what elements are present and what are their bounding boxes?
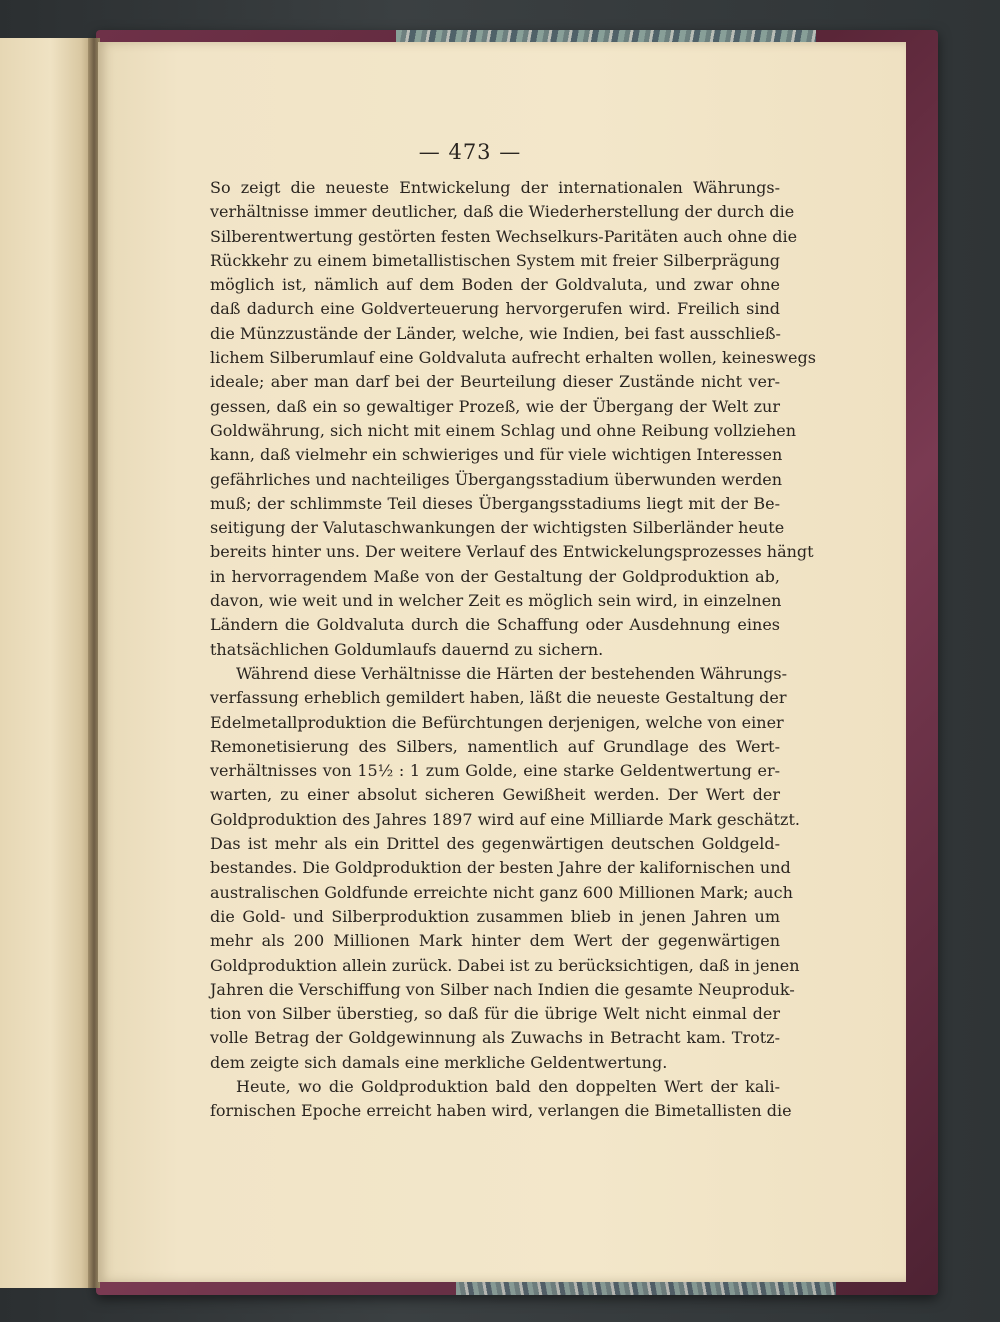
text-line: muß; der schlimmste Teil dieses Übergangsstadiums liegt mit der Be- <box>210 493 780 513</box>
text-line: volle Betrag der Goldgewinnung als Zuwachs in Betracht kam. Trotz- <box>210 1028 780 1048</box>
text-line: Rückkehr zu einem bimetallistischen System mit freier Silberprägung <box>210 250 780 270</box>
text-line: Edelmetallproduktion die Befürchtungen derjenigen, welche von einer <box>210 712 784 732</box>
text-line: Heute, wo die Goldproduktion bald den doppelten Wert der kali- <box>236 1076 780 1096</box>
text-line: gefährliches und nachteiliges Übergangsstadium überwunden werden <box>210 469 783 489</box>
text-line: verfassung erheblich gemildert haben, läßt die neueste Gestaltung der <box>210 688 787 708</box>
text-line: in hervorragendem Maße von der Gestaltung der Goldproduktion ab, <box>210 566 780 586</box>
text-line: warten, zu einer absolut sicheren Gewißheit werden. Der Wert der <box>210 785 780 805</box>
cover-marbling-bottom <box>456 1281 836 1295</box>
page-body <box>210 176 816 1124</box>
paragraph <box>210 662 800 1075</box>
text-line: mehr als 200 Millionen Mark hinter dem Wert der gegenwärtigen <box>210 931 780 951</box>
text-line: Silberentwertung gestörten festen Wechselkurs-Paritäten auch ohne die <box>210 226 798 246</box>
text-line: kann, daß vielmehr ein schwieriges und für viele wichtigen Interessen <box>210 445 783 465</box>
text-line: davon, wie weit und in welcher Zeit es möglich sein wird, in einzelnen <box>210 591 782 611</box>
text-line: lichem Silberumlauf eine Goldvaluta aufrecht erhalten wollen, keineswegs <box>210 348 816 368</box>
text-line: Das ist mehr als ein Drittel des gegenwärtigen deutschen Goldgeld- <box>210 834 780 854</box>
text-line: ideale; aber man darf bei der Beurteilung dieser Zustände nicht ver- <box>210 372 780 392</box>
page-number: — 473 — <box>418 140 522 164</box>
text-line: verhältnisses von 15½ : 1 zum Golde, eine starke Geldentwertung er- <box>210 761 780 781</box>
text-line: fornischen Epoche erreicht haben wird, verlangen die Bimetallisten die <box>210 1101 792 1121</box>
text-line: Remonetisierung des Silbers, namentlich auf Grundlage des Wert- <box>210 736 780 756</box>
text-line: Ländern die Goldvaluta durch die Schaffung oder Ausdehnung eines <box>210 615 780 635</box>
text-line: Goldproduktion des Jahres 1897 wird auf eine Milliarde Mark geschätzt. <box>210 809 800 829</box>
text-line: Jahren die Verschiffung von Silber nach Indien die gesamte Neuproduk- <box>210 979 795 999</box>
text-line: verhältnisse immer deutlicher, daß die Wiederherstellung der durch die <box>210 202 795 222</box>
text-line: thatsächlichen Goldumlaufs dauernd zu sichern. <box>210 639 604 659</box>
text-line: die Münzzustände der Länder, welche, wie Indien, bei fast ausschließ- <box>210 323 781 343</box>
left-page <box>0 38 92 1288</box>
text-line: tion von Silber überstieg, so daß für die übrige Welt nicht einmal der <box>210 1004 780 1024</box>
text-line: bestandes. Die Goldproduktion der besten Jahre der kalifornischen und <box>210 858 791 878</box>
text-line: seitigung der Valutaschwankungen der wichtigsten Silberländer heute <box>210 518 785 538</box>
text-line: die Gold- und Silberproduktion zusammen blieb in jenen Jahren um <box>210 906 780 926</box>
text-line: daß dadurch eine Goldverteuerung hervorgerufen wird. Freilich sind <box>210 299 780 319</box>
text-line: So zeigt die neueste Entwickelung der internationalen Währungs- <box>210 178 780 197</box>
paragraph <box>210 176 816 662</box>
text-line: Während diese Verhältnisse die Härten der bestehenden Währungs- <box>236 663 788 683</box>
text-line: bereits hinter uns. Der weitere Verlauf des Entwickelungsprozesses hängt <box>210 542 814 562</box>
text-line: australischen Goldfunde erreichte nicht ganz 600 Millionen Mark; auch <box>210 882 793 902</box>
text-line: dem zeigte sich damals eine merkliche Geldentwertung. <box>210 1052 668 1072</box>
text-line: Goldwährung, sich nicht mit einem Schlag und ohne Reibung vollziehen <box>210 420 797 440</box>
paragraph <box>210 1075 792 1124</box>
text-line: möglich ist, nämlich auf dem Boden der Goldvaluta, und zwar ohne <box>210 275 780 295</box>
text-line: Goldproduktion allein zurück. Dabei ist zu berücksichtigen, daß in jenen <box>210 955 800 975</box>
text-line: gessen, daß ein so gewaltiger Prozeß, wie der Übergang der Welt zur <box>210 396 780 416</box>
